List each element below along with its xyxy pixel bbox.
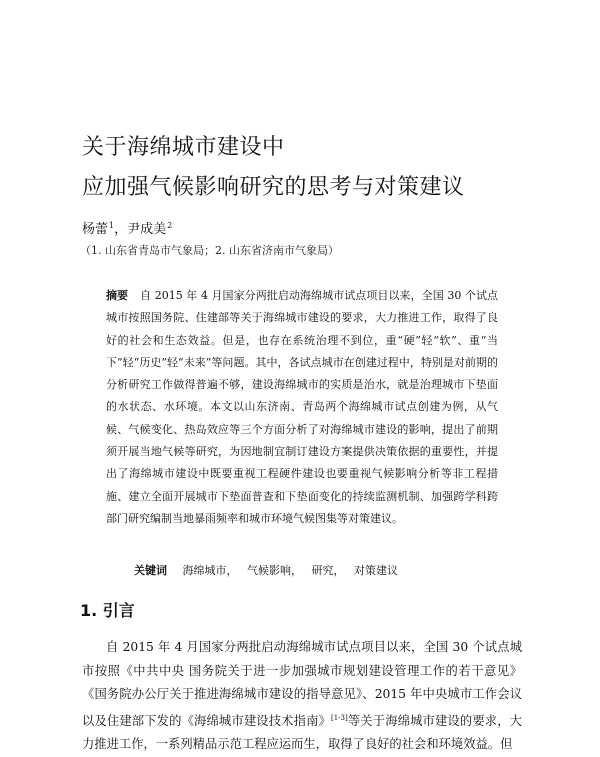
body-text-part-2: 等关于海绵城市建设的要求，大力推进工作，一系列精品示范工程应运而生，取得了良好的社会和环境效益。但 <box>82 713 522 752</box>
abstract-label: 摘要 <box>106 289 129 302</box>
author-affiliation-mark: 2 <box>167 220 173 230</box>
citation: [1-3] <box>330 713 348 722</box>
paper-title <box>82 128 465 208</box>
keyword: 海绵城市， <box>182 564 238 577</box>
author-list <box>82 218 172 237</box>
body-paragraph <box>82 636 522 757</box>
keyword: 气候影响， <box>247 564 302 577</box>
abstract <box>106 285 498 530</box>
author-affiliation-mark: 1 <box>109 220 115 230</box>
keyword: 对策建议 <box>354 564 398 577</box>
keywords-label: 关键词 <box>134 564 167 577</box>
title-line-1: 关于海绵城市建设中 <box>82 135 285 160</box>
section-title: 引言 <box>102 601 135 620</box>
title-line-2: 应加强气候影响研究的思考与对策建议 <box>82 175 465 200</box>
author-name: 杨蕾 <box>82 222 109 237</box>
keywords <box>134 562 404 578</box>
author-name: 尹成美 <box>127 222 167 237</box>
section-heading <box>80 598 135 621</box>
abstract-text: 自 2015 年 4 月国家分两批启动海绵城市试点项目以来，全国 30 个试点城市按照国务院、住建部等关于海绵城市建设的要求，大力推进工作，取得了良好的社会和生态效益。但是，也存在系统治理不到位，重“硬”轻“软”、重“当下”轻“历史”轻“未来”等问题。其中，各试点城市在创建过程中，特别是对前期的分析研究工作做得普遍不够，建设海绵城市的实质是治水，就是治理城市下垫面的水状态、水环境。本文以山东济南、青岛两个海绵城市试点创建为例，从气候、气候变化、热岛效应等三个方面分析了对海绵城市建设的影响，提出了前期须开展当地气候等研究，为因地制宜制订建设方案提供决策依据的重要性，并提出了海绵城市建设中既要重视工程硬件建设也要重视气候影响分析等非工程措施、建立全面开展城市下垫面普查和下垫面变化的持续监测机制、加强跨学科跨部门研究编制当地暴雨频率和城市环境气候图集等对策建议。 <box>106 289 499 525</box>
affiliation: （1. 山东省青岛市气象局；2. 山东省济南市气象局） <box>80 244 339 257</box>
body-text-part-1: 自 2015 年 4 月国家分两批启动海绵城市试点项目以来，全国 30 个试点城市按照《中共中央 国务院关于进一步加强城市规划建设管理工作的若干意见》《国务院办公厅关于推进海绵城市建设的指导意见》、2015 年中央城市工作会议以及住建部下发的《海绵城市建设技术指南》 <box>82 640 522 728</box>
keyword: 研究， <box>311 564 345 577</box>
author-separator: ， <box>114 222 128 237</box>
section-number: 1. <box>80 601 98 620</box>
